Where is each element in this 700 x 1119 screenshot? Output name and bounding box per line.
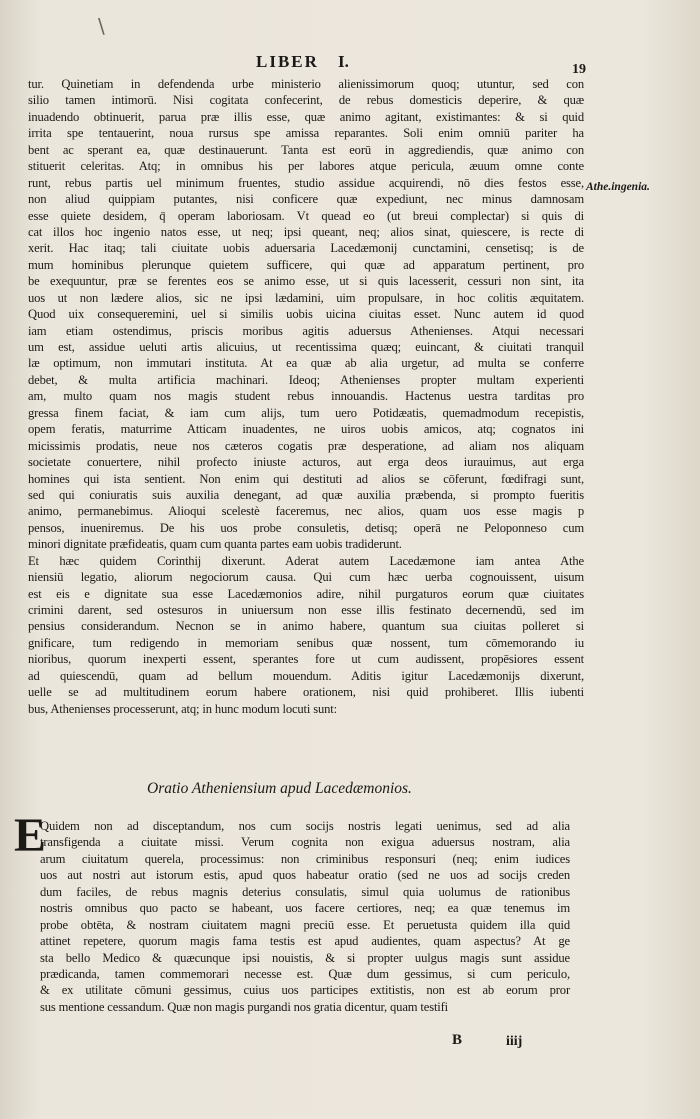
text-line: gnificare, tum redigendo in memoriam senibus quæ nossent, tum cōmemorando iu (28, 635, 584, 650)
text-line: societate conuertere, nihil profecto iniuste acturos, aut erga deos iurauimus, aut erga (28, 455, 584, 470)
text-line: uos aut nostri aut istorum estis, apud quos habeatur oratio (sed ne uos ad socijs creden (40, 868, 570, 883)
signature-number: iiij (506, 1034, 523, 1049)
text-line: & ex utilitate cōmuni gessimus, cuius uos participes extitistis, non est ab eorum pror (40, 983, 570, 998)
text-line: am, multo quam nos magis student rebus innouandis. Hactenus uestra tarditas pro (28, 389, 584, 404)
text-line: bus, Athenienses processerunt, atq; in hunc modum locuti sunt: (28, 701, 337, 716)
text-line: silio tamen intimorū. Nisi cogitata confecerint, de rebus domesticis deperire, & quæ (28, 93, 584, 108)
text-line: minori dignitate præfideatis, quam cum quanta partes eam uobis tradiderunt. (28, 537, 402, 552)
text-line: non aliud quippiam putantes, nisi conficere quæ expediunt, nec minus damnosam (28, 192, 584, 207)
running-head-number: I. (338, 52, 349, 71)
text-line: tur. Quinetiam in defendenda urbe ministerio alienissimorum quoq; utuntur, sed con (28, 77, 584, 91)
text-line: dum faciles, de rebus magnis deterius consulatis, simul quia uolumus de rationibus (40, 884, 570, 899)
text-line: esse quiete desidem, q̄ operam laboriosam. Vt quead eo (ut breui complectar) si quis di (28, 208, 584, 223)
text-line: est eis e dignitate sua esse Lacedæmonios adire, nihil purgaturos eorum quæ ciuitates (28, 586, 584, 601)
text-line: arum ciuitatum querela, processimus: non criminibus responsuri (neq; enim iudices (40, 851, 570, 866)
text-line: attinet repetere, quorum magis fama testis est apud audientes, quam aspectus? At ge (40, 934, 570, 949)
main-text-block (28, 76, 584, 717)
text-line: uos ut non lædere alios, sic ne ipsi lædamini, uim propulsare, in hoc colitis æquitatem. (28, 290, 584, 305)
text-line: læ optimum, non immutari instituta. At ea quæ ab alia urgetur, ad multa se conferre (28, 356, 584, 371)
corner-mark: \ (98, 14, 105, 38)
running-head: LIBER (256, 52, 319, 71)
text-line: ad quiescendū, quam ad bellum mouendum. Aditis igitur Lacedæmonijs dixerunt, (28, 668, 584, 683)
text-line: sta bello Medico & quæcunque ipsi nouistis, & si propter uulgus magis sunt assidue (40, 950, 570, 965)
text-line: runt, rebus partis uel minimum fruentes, studio assidue acquirendi, nō dies festos esse, (28, 175, 584, 190)
section-heading: Oratio Atheniensium apud Lacedæmonios. (147, 780, 412, 797)
text-line: um est, assidue ueluti artis alicuius, ut recentissima quæq; euincant, & ciuitati tranquil (28, 340, 584, 354)
text-line: micissimis prodatis, neue nos cæteros cogatis præ desperatione, ad aliam nos aliquam (28, 438, 584, 453)
text-line: irrita spe tentauerint, noua rursus spe amissa reparantes. Soli enim omniū pariter ha (28, 126, 584, 141)
text-line: gressa finem faciat, & iam cum alijs, tum uero Potidæatis, quemadmodum recepistis, (28, 405, 584, 420)
text-line: sed qui coniuratis suis auxilia denegant, ad quæ auxilia præbenda, si prompto fueritis (28, 487, 584, 502)
text-line: transfigenda a ciuitate missi. Verum cognita non exigua aduersus nostram, alia (40, 835, 570, 850)
text-line: Quod uix consequeremini, uel si similis uobis uicina ciuitas esset. Nunc autem id quod (28, 307, 584, 322)
text-line: mum hominibus plerunque quietem sufficere, qui quæ ad apparatum pertinent, pro (28, 257, 584, 272)
text-line: uelle se ad multitudinem eorum habere orationem, nisi quid prohiberet. Illis iubenti (28, 685, 584, 700)
text-line: xerit. Hac itaq; tali ciuitate uobis aduersaria Lacedæmonij cunctamini, censetisq; is de (28, 241, 584, 256)
text-line: crimini darent, sed ostesuros in uniuersum non esse illis festinato decernendū, sed im (28, 603, 584, 617)
text-line: niensiū legatio, aliorum negociorum causa. Qui cum hæc uerba cognouissent, uisum (28, 570, 584, 585)
text-line: stituerit celeritas. Atq; in omnibus his per labores atque pericula, æuum omne conte (28, 159, 584, 174)
oration-text-block (40, 818, 570, 1015)
text-line: sus mentione cessandum. Quæ non magis purgandi nos gratia dicentur, quam testifi (40, 999, 449, 1014)
text-line: nioribus, quorum inexperti essent, sperantes fore ut cum audissent, propēsiores essent (28, 652, 584, 667)
marginal-note: Athe.ingenia. (586, 181, 650, 193)
text-line: inuadendo obtinuerit, parua præ illis esse, quæ animo agitant, existimantes: & si quid (28, 109, 584, 124)
text-line: animo, permanebimus. Alioqui scelestè faceremus, nec alios, quam uos esse magis p (28, 504, 584, 519)
page-number: 19 (572, 62, 586, 77)
text-line: nostris omnibus quo pacto se habeant, uos facere certiores, neq; ea quæ tenemus im (40, 901, 570, 916)
text-line: pensos, inueniremus. De his uos probe consuletis, detisq; operā ne Peloponneso cum (28, 520, 584, 535)
text-line: Et hæc quidem Corinthij dixerunt. Aderat autem Lacedæmone iam antea Athe (28, 553, 584, 568)
drop-cap: E (14, 809, 47, 862)
text-line: iam etiam ostendimus, priscis moribus agitis aduersus Athenienses. Atqui necessari (28, 323, 584, 338)
text-line: Quidem non ad disceptandum, nos cum socijs nostris legati uenimus, sed ad alia (40, 819, 570, 833)
signature-mark: B (452, 1032, 463, 1048)
text-line: be exequuntur, præ se ferentes eos se animo esse, ut si quis lacesserit, cessuri non sint, ita (28, 274, 584, 289)
text-line: bent ac sperant ea, quæ destinauerunt. Tanta est eorū in aggrediendis, quæ animo con (28, 142, 584, 157)
text-line: cat illos hoc ingenio natos esse, ut neq; ipsi queant, neq; alios sinat, quiescere, is recte di (28, 224, 584, 239)
text-line: pensius considerandum. Necnon se in animo habere, quantum sua ciuitas polleret si (28, 619, 584, 634)
text-line: probe obtēta, & nostram ciuitatem magni preciū esse. Et peruetusta quidem illa quid (40, 917, 570, 932)
text-line: opem feratis, maturrime Atticam inuadentes, ne uiros uobis amicos, atq; cognatos ini (28, 422, 584, 437)
text-line: debet, & multa artificia machinari. Ideoq; Athenienses propter multam experienti (28, 372, 584, 387)
text-line: homines qui ista sentient. Non enim qui destituti ad alios se cōferunt, fœdifragi sunt, (28, 471, 584, 486)
text-line: prædicanda, tamen commemorari necesse est. Quæ dum gessimus, si cum periculo, (40, 966, 570, 981)
